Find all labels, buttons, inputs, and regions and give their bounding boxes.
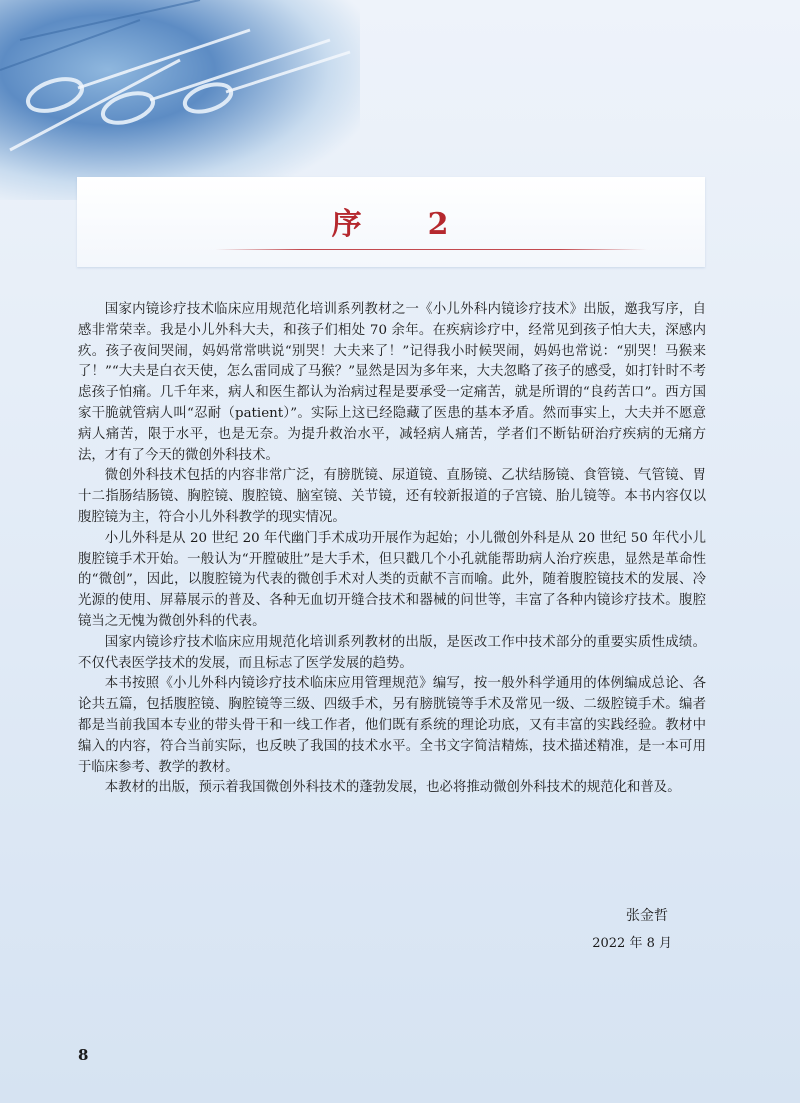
title-panel: [77, 177, 705, 267]
signature-date: 2022 年 8 月: [592, 936, 672, 951]
author-signature: 张金哲: [626, 908, 668, 924]
page-title: [77, 199, 705, 243]
title-underline: [215, 249, 647, 250]
paragraph: 国家内镜诊疗技术临床应用规范化培训系列教材之一《小儿外科内镜诊疗技术》出版，邀我写序，自感非常荣幸。我是小儿外科大夫，和孩子们相处 70 余年。在疾病诊疗中，经常见到孩子怕大夫，深感内疚。孩子夜间哭闹，妈妈常常哄说“别哭！大夫来了！”记得我小时候哭闹，妈妈也常说：“别哭！马猴来了！”“大夫是白衣天使，怎么雷同成了马猴？”显然是因为多年来，大夫忽略了孩子的感受，如打针时不考虑孩子怕痛。几千年来，病人和医生都认为治病过程是要承受一定痛苦，就是所谓的“良药苦口”。西方国家干脆就管病人叫“忍耐（patient）”。实际上这已经隐藏了医患的基本矛盾。然而事实上，大夫并不愿意病人痛苦，限于水平，也是无奈。为提升救治水平，减轻病人痛苦，学者们不断钻研治疗疾病的无痛方法，才有了今天的微创外科技术。: [78, 302, 706, 463]
preface-body: [78, 300, 706, 799]
medical-instruments-banner: [0, 0, 360, 200]
paragraph: 本教材的出版，预示着我国微创外科技术的蓬勃发展，也必将推动微创外科技术的规范化和普及。: [104, 780, 681, 796]
paragraph: 本书按照《小儿外科内镜诊疗技术临床应用管理规范》编写，按一般外科学通用的体例编成总论、各论共五篇，包括腹腔镜、胸腔镜等三级、四级手术，另有膀胱镜等手术及常见一级、二级腔镜手术。编者都是当前我国本专业的带头骨干和一线工作者，他们既有系统的理论功底，又有丰富的实践经验。教材中编入的内容，符合当前实际，也反映了我国的技术水平。全书文字简洁精炼，技术描述精准，是一本可用于临床参考、教学的教材。: [78, 676, 706, 775]
paragraph: 国家内镜诊疗技术临床应用规范化培训系列教材的出版，是医改工作中技术部分的重要实质性成绩。不仅代表医学技术的发展，而且标志了医学发展的趋势。: [78, 634, 706, 671]
page-number: 8: [78, 1046, 89, 1064]
title-number: 2: [427, 207, 451, 242]
surgical-instruments-illustration: [0, 0, 360, 200]
title-character: 序: [331, 207, 364, 242]
paragraph: 微创外科技术包括的内容非常广泛，有膀胱镜、尿道镜、直肠镜、乙状结肠镜、食管镜、气管镜、胃十二指肠结肠镜、胸腔镜、腹腔镜、脑室镜、关节镜，还有较新报道的子宫镜、胎儿镜等。本书内容仅以腹腔镜为主，符合小儿外科教学的现实情况。: [78, 468, 706, 525]
paragraph: 小儿外科是从 20 世纪 20 年代幽门手术成功开展作为起始；小儿微创外科是从 20 世纪 50 年代小儿腹腔镜手术开始。一般认为“开膛破肚”是大手术，但只戳几个小孔就能帮助病人治疗疾患，显然是革命性的“微创”，因此，以腹腔镜为代表的微创手术对人类的贡献不言而喻。此外，随着腹腔镜技术的发展、冷光源的使用、屏幕展示的普及、各种无血切开缝合技术和器械的问世等，丰富了各种内镜诊疗技术。腹腔镜当之无愧为微创外科的代表。: [78, 530, 706, 629]
